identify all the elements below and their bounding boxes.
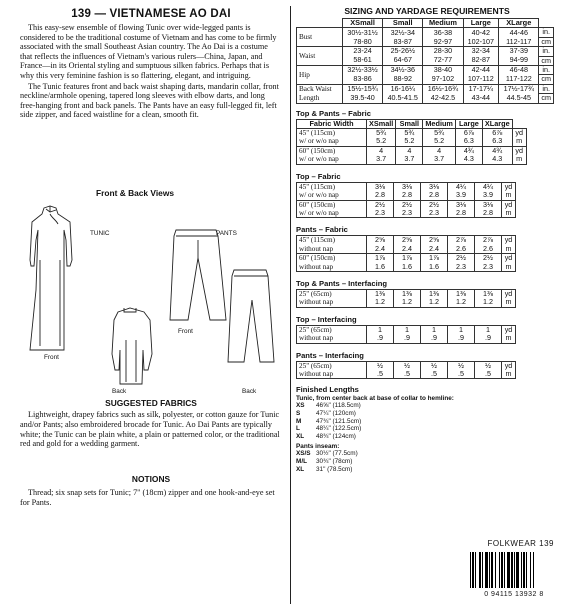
yardage-m-cell: 5.2: [423, 137, 456, 146]
sizing-yardage-panel: [296, 6, 558, 473]
yardage-row-m: [297, 263, 516, 272]
tunic-length-subheading: Tunic, from center back at base of collar to hemline:: [296, 395, 454, 403]
yardage-table: [296, 289, 516, 308]
yardage-m-cell: 1.6: [367, 263, 394, 272]
unit-yd: yd: [502, 200, 516, 209]
yardage-yd-cell: 1⅜: [394, 289, 421, 298]
yardage-yd-cell: 2⅝: [394, 236, 421, 245]
yardage-m-cell: 3.9: [475, 191, 502, 200]
yardage-m-cell: 2.6: [475, 245, 502, 254]
yardage-heading: Top & Pants – Fabric: [296, 108, 371, 118]
pants-back-label: Back: [242, 388, 257, 395]
barcode-bar: [526, 552, 527, 588]
measurement-in-cell: 28-30: [423, 47, 463, 56]
yardage-yd-cell: 4: [396, 146, 423, 155]
yardage-yd-cell: 1⅜: [475, 289, 502, 298]
nap-cell: without nap: [297, 370, 367, 379]
yardage-m-cell: 3.7: [396, 155, 423, 164]
pants-inseam-list: [296, 450, 558, 473]
fabric-width-cell: 45" (115cm): [297, 182, 367, 191]
yardage-yd-cell: 3⅛: [421, 182, 448, 191]
yardage-yd-cell: 2½: [394, 200, 421, 209]
yardage-row-m: [297, 298, 516, 307]
measurement-in-cell: 40-42: [463, 28, 499, 37]
yardage-m-cell: 6.3: [455, 137, 482, 146]
pants-inseam-subheading: Pants inseam:: [296, 443, 340, 451]
yardage-m-cell: 1.6: [394, 263, 421, 272]
length-size: XS: [296, 402, 305, 410]
size-header: XLarge: [499, 19, 539, 28]
yardage-table: [296, 119, 527, 165]
size-header: Small: [383, 19, 423, 28]
yardage-m-cell: .9: [421, 334, 448, 343]
pattern-title: 139 — VIETNAMESE AO DAI: [71, 8, 231, 20]
barcode-bar: [485, 552, 488, 588]
pattern-description: [20, 8, 282, 507]
measurement-cm-cell: 82-87: [463, 56, 499, 65]
length-row: [296, 425, 558, 433]
views-heading: Front & Back Views: [95, 188, 175, 198]
yardage-m-cell: 2.4: [367, 245, 394, 254]
size-header: Medium: [423, 119, 456, 128]
length-size: S: [296, 409, 301, 417]
barcode: [466, 552, 562, 596]
measurement-cm-cell: 64-67: [383, 56, 423, 65]
yardage-yd-cell: 1⅞: [367, 254, 394, 263]
pants-front-label: Front: [178, 328, 193, 335]
fabric-width-cell: 45" (115cm): [297, 129, 367, 138]
barcode-number: 0 94115 13932 8: [466, 591, 562, 598]
unit-in: in.: [539, 28, 554, 37]
yardage-heading: Pants – Fabric: [296, 225, 348, 235]
measurement-label: Hip: [297, 66, 343, 85]
yardage-m-cell: 2.8: [367, 191, 394, 200]
yardage-row-m: [297, 191, 516, 200]
yardage-yd-cell: 6⅞: [482, 129, 512, 138]
yardage-m-cell: 2.3: [367, 209, 394, 218]
length-value: 31" (78.5cm): [316, 465, 353, 473]
unit-yd: yd: [502, 236, 516, 245]
corner-cell: [297, 19, 343, 28]
unit-in: in.: [539, 47, 554, 56]
fabrics-text: Lightweight, drapey fabrics such as silk, polyester, or cotton gauze for Tunic and/or Pants; also embroidered brocade for Tunic. Ao Dai Pants are typically white; the Tunic can be plain white, a plain or patterned color, or the traditional red and gold for a wedding garment.: [20, 410, 280, 449]
measurement-label: Waist: [297, 47, 343, 66]
length-value: 47¼" (120cm): [316, 409, 356, 417]
length-value: 47¾" (121.5cm): [316, 417, 362, 425]
length-value: 48¼" (122.5cm): [316, 425, 362, 433]
nap-cell: without nap: [297, 298, 367, 307]
yardage-m-cell: .5: [421, 370, 448, 379]
length-value: 46⅝" (118.5cm): [316, 402, 361, 410]
yardage-heading: Pants – Interfacing: [296, 350, 364, 360]
yardage-yd-cell: 5¾: [396, 129, 423, 138]
yardage-m-cell: .9: [448, 334, 475, 343]
yardage-m-cell: 5.2: [396, 137, 423, 146]
barcode-bar: [533, 552, 534, 588]
yardage-yd-cell: 3⅛: [394, 182, 421, 191]
barcode-bar: [523, 552, 525, 588]
yardage-m-cell: .5: [367, 370, 394, 379]
length-row: [296, 433, 558, 441]
length-size: L: [296, 425, 300, 433]
size-header: Small: [396, 119, 423, 128]
tunic-front-drawing: [30, 206, 72, 350]
unit-m: m: [502, 370, 516, 379]
fabric-width-cell: 25" (65cm): [297, 361, 367, 370]
measurement-cm-cell: 107-112: [463, 75, 499, 84]
barcode-bar: [514, 552, 515, 588]
finished-lengths: [296, 385, 558, 473]
unit-yd: yd: [502, 325, 516, 334]
yardage-yd-cell: 1⅜: [367, 289, 394, 298]
nap-cell: w/ or w/o nap: [297, 191, 367, 200]
size-header: Large: [463, 19, 499, 28]
yardage-table: [296, 182, 516, 219]
yardage-heading: Top – Interfacing: [296, 314, 357, 324]
yardage-yd-cell: ½: [421, 361, 448, 370]
yardage-m-cell: .9: [475, 334, 502, 343]
fabric-width-cell: 45" (115cm): [297, 236, 367, 245]
measurement-cm-cell: 117-122: [499, 75, 539, 84]
measurement-cm-cell: 39.5-40: [343, 94, 383, 103]
unit-m: m: [502, 263, 516, 272]
measurement-cm-cell: 43-44: [463, 94, 499, 103]
unit-yd: yd: [512, 146, 526, 155]
yardage-m-cell: 1.2: [475, 298, 502, 307]
yardage-m-cell: 2.6: [448, 245, 475, 254]
yardage-m-cell: .5: [475, 370, 502, 379]
unit-m: m: [502, 209, 516, 218]
unit-m: m: [512, 155, 526, 164]
yardage-yd-cell: 1: [394, 325, 421, 334]
nap-cell: w/ or w/o nap: [297, 209, 367, 218]
barcode-bar: [475, 552, 476, 588]
measurement-in-cell: 23-24: [343, 47, 383, 56]
yardage-m-cell: 2.8: [421, 191, 448, 200]
measurement-in-cell: 17½-17¾: [499, 84, 539, 93]
yardage-table: [296, 325, 516, 344]
unit-in: in.: [539, 66, 554, 75]
unit-yd: yd: [502, 254, 516, 263]
measurement-cm-cell: 88-92: [383, 75, 423, 84]
pants-front-drawing: [170, 230, 226, 320]
yardage-row-m: [297, 334, 516, 343]
yardage-yd-cell: 2⅝: [367, 236, 394, 245]
length-row: [296, 410, 558, 418]
tunic-back-label: Back: [112, 388, 127, 395]
yardage-yd-cell: 1⅞: [394, 254, 421, 263]
tunic-label: TUNIC: [90, 230, 110, 237]
nap-cell: without nap: [297, 334, 367, 343]
yardage-yd-cell: 1⅜: [421, 289, 448, 298]
measurement-cm-cell: 102-107: [463, 37, 499, 46]
tunic-front-label: Front: [44, 354, 59, 361]
fabric-width-cell: 60" (150cm): [297, 200, 367, 209]
fabric-width-cell: 25" (65cm): [297, 289, 367, 298]
length-size: XS/S: [296, 450, 311, 458]
yardage-yd-cell: 2⅝: [421, 236, 448, 245]
yardage-m-cell: .9: [367, 334, 394, 343]
yardage-row-m: [297, 209, 516, 218]
yardage-m-cell: 2.3: [394, 209, 421, 218]
measurement-in-cell: 36-38: [423, 28, 463, 37]
fabrics-heading: SUGGESTED FABRICS: [105, 398, 197, 408]
measurement-in-cell: 32½-33½: [343, 66, 383, 75]
barcode-bar: [482, 552, 483, 588]
measurement-row-in: [297, 28, 554, 37]
unit-yd: yd: [512, 129, 526, 138]
measurement-cm-cell: 83-86: [343, 75, 383, 84]
yardage-yd-cell: 2½: [421, 200, 448, 209]
barcode-bar: [499, 552, 500, 588]
fabric-width-cell: 25" (65cm): [297, 325, 367, 334]
nap-cell: w/ or w/o nap: [297, 137, 367, 146]
measurement-in-cell: 15½-15¾: [343, 84, 383, 93]
measurement-in-cell: 25-26½: [383, 47, 423, 56]
yardage-m-cell: 2.8: [475, 209, 502, 218]
yardage-yd-cell: 1⅜: [448, 289, 475, 298]
length-row: [296, 466, 558, 474]
yardage-m-cell: .5: [394, 370, 421, 379]
measurement-cm-cell: 112-117: [499, 37, 539, 46]
yardage-table: [296, 361, 516, 380]
unit-cm: cm: [539, 94, 554, 103]
yardage-yd-cell: 2½: [367, 200, 394, 209]
yardage-m-cell: 2.8: [448, 209, 475, 218]
unit-cm: cm: [539, 56, 554, 65]
yardage-m-cell: 4.3: [482, 155, 512, 164]
yardage-m-cell: 3.7: [367, 155, 396, 164]
yardage-m-cell: 1.2: [421, 298, 448, 307]
yardage-m-cell: 2.3: [421, 209, 448, 218]
barcode-bar: [479, 552, 481, 588]
yardage-m-cell: 1.6: [421, 263, 448, 272]
measurement-cm-cell: 78-80: [343, 37, 383, 46]
yardage-m-cell: 2.3: [475, 263, 502, 272]
yardage-heading: Top & Pants – Interfacing: [296, 278, 387, 288]
details-paragraph: The Tunic features front and back waist shaping darts, mandarin collar, front neckline/armhole opening, tapered long sleeves with elbow darts, and long free-hanging front and back panels. The Pants have an easy full-legged fit, left side zipper, and faced waistline for a clean, smooth fit.: [20, 81, 279, 120]
barcode-bar: [470, 552, 471, 588]
yardage-m-cell: 2.4: [394, 245, 421, 254]
yardage-yd-cell: 4¾: [482, 146, 512, 155]
measurement-in-cell: 34½-36: [383, 66, 423, 75]
yardage-m-cell: 1.2: [394, 298, 421, 307]
unit-in: in.: [539, 84, 554, 93]
length-size: XL: [296, 465, 305, 473]
body-measurements-table: [296, 18, 554, 104]
yardage-yd-cell: 5¾: [423, 129, 456, 138]
garment-illustration: [20, 200, 282, 400]
barcode-bar: [504, 552, 505, 588]
measurement-in-cell: 42-44: [463, 66, 499, 75]
pants-back-drawing: [228, 270, 274, 362]
notions-text: Thread; six snap sets for Tunic; 7" (18cm) zipper and one hook-and-eye set for Pants.: [20, 488, 275, 507]
barcode-bar: [521, 552, 522, 588]
yardage-yd-cell: 1: [448, 325, 475, 334]
yardage-row-m: [297, 155, 527, 164]
unit-yd: yd: [502, 361, 516, 370]
fabric-width-header: Fabric Width: [297, 119, 367, 128]
measurement-in-cell: 37-39: [499, 47, 539, 56]
yardage-yd-cell: 1⅞: [421, 254, 448, 263]
yardage-m-cell: 4.3: [455, 155, 482, 164]
yardage-m-cell: 2.8: [394, 191, 421, 200]
unit-cm: cm: [539, 75, 554, 84]
yardage-yd-cell: 5¾: [367, 129, 396, 138]
measurement-cm-cell: 58-61: [343, 56, 383, 65]
yardage-yd-cell: 2½: [475, 254, 502, 263]
yardage-yd-cell: 2⅞: [475, 236, 502, 245]
yardage-yd-cell: 4¾: [455, 146, 482, 155]
yardage-yd-cell: 3⅛: [448, 200, 475, 209]
sizing-title: SIZING AND YARDAGE REQUIREMENTS: [344, 6, 510, 16]
measurement-cm-cell: 44.5-45: [499, 94, 539, 103]
yardage-yd-cell: 6⅞: [455, 129, 482, 138]
barcode-bar: [472, 552, 474, 588]
barcode-bar: [489, 552, 490, 588]
yardage-yd-cell: 2½: [448, 254, 475, 263]
barcode-bar: [516, 552, 519, 588]
measurement-in-cell: 32-34: [463, 47, 499, 56]
measurement-label: Back Waist Length: [297, 84, 343, 103]
yardage-yd-cell: 4: [423, 146, 456, 155]
measurement-in-cell: 16½-16¾: [423, 84, 463, 93]
barcode-bar: [507, 552, 510, 588]
yardage-m-cell: .5: [448, 370, 475, 379]
length-value: 30½" (77.5cm): [316, 450, 358, 458]
measurement-cm-cell: 97-102: [423, 75, 463, 84]
measurement-in-cell: 32½-34: [383, 28, 423, 37]
length-value: 30¾" (78cm): [316, 457, 353, 465]
yardage-m-cell: 3.7: [423, 155, 456, 164]
unit-cm: cm: [539, 37, 554, 46]
size-header: Large: [455, 119, 482, 128]
length-size: M/L: [296, 457, 308, 465]
yardage-yd-cell: 1: [367, 325, 394, 334]
fabric-width-cell: 60" (150cm): [297, 146, 367, 155]
nap-cell: without nap: [297, 263, 367, 272]
unit-m: m: [502, 245, 516, 254]
yardage-m-cell: 2.4: [421, 245, 448, 254]
measurement-cm-cell: 72-77: [423, 56, 463, 65]
unit-m: m: [512, 137, 526, 146]
yardage-yd-cell: 3⅛: [367, 182, 394, 191]
yardage-m-cell: 5.2: [367, 137, 396, 146]
yardage-yd-cell: 1: [421, 325, 448, 334]
yardage-yd-cell: ½: [448, 361, 475, 370]
unit-yd: yd: [502, 182, 516, 191]
yardage-row-m: [297, 370, 516, 379]
measurement-cm-cell: 94-99: [499, 56, 539, 65]
yardage-blocks: [296, 109, 558, 380]
yardage-m-cell: .9: [394, 334, 421, 343]
yardage-m-cell: 1.2: [367, 298, 394, 307]
tunic-length-list: [296, 402, 558, 440]
yardage-yd-cell: ½: [394, 361, 421, 370]
yardage-yd-cell: 3⅛: [475, 200, 502, 209]
yardage-m-cell: 1.2: [448, 298, 475, 307]
unit-yd: yd: [502, 289, 516, 298]
yardage-m-cell: 3.9: [448, 191, 475, 200]
finished-heading: Finished Lengths: [296, 385, 359, 395]
barcode-bar: [491, 552, 493, 588]
unit-m: m: [502, 334, 516, 343]
measurement-cm-cell: 92-97: [423, 37, 463, 46]
length-size: XL: [296, 432, 305, 440]
yardage-yd-cell: 2⅞: [448, 236, 475, 245]
length-row: [296, 402, 558, 410]
barcode-bars: [466, 552, 562, 596]
yardage-yd-cell: 1: [475, 325, 502, 334]
measurement-label: Bust: [297, 28, 343, 47]
size-header: Medium: [423, 19, 463, 28]
unit-m: m: [502, 191, 516, 200]
length-size: M: [296, 417, 302, 425]
yardage-m-cell: 2.3: [448, 263, 475, 272]
tunic-back-drawing: [112, 308, 152, 384]
intro-paragraph: This easy-sew ensemble of flowing Tunic over wide-legged pants is considered to be the traditional costume of Vietnam and has come to be firmly associated with the small Southeast Asian country. The Ao Dai is a costume that reflects the influences of Vietnam's various rulers—China, Japan, and France—in its Oriental styling and sumptuous silken fabrics. Perhaps that is why this very feminine fashion is so flattering, elegant, and intriguing.: [20, 23, 277, 80]
measurement-in-cell: 38-40: [423, 66, 463, 75]
yardage-yd-cell: 4: [367, 146, 396, 155]
measurement-in-cell: 46-48: [499, 66, 539, 75]
yardage-heading: Top – Fabric: [296, 171, 341, 181]
yardage-yd-cell: 4¼: [448, 182, 475, 191]
length-value: 48¾" (124cm): [316, 432, 356, 440]
column-divider: [290, 6, 291, 604]
brand-label: FOLKWEAR 139: [487, 539, 554, 548]
nap-cell: without nap: [297, 245, 367, 254]
notions-heading: NOTIONS: [131, 474, 171, 484]
measurement-cm-cell: 40.5-41.5: [383, 94, 423, 103]
measurement-in-cell: 44-46: [499, 28, 539, 37]
barcode-bar: [495, 552, 496, 588]
size-header: XLarge: [482, 119, 512, 128]
yardage-yd-cell: ½: [367, 361, 394, 370]
pants-label: PANTS: [216, 230, 237, 237]
length-row: [296, 458, 558, 466]
length-row: [296, 450, 558, 458]
size-header: XSmall: [367, 119, 396, 128]
measurement-in-cell: 17-17¼: [463, 84, 499, 93]
barcode-bar: [511, 552, 513, 588]
yardage-yd-cell: 4¼: [475, 182, 502, 191]
yardage-table: [296, 235, 516, 272]
yardage-yd-cell: ½: [475, 361, 502, 370]
barcode-bar: [530, 552, 531, 588]
measurement-in-cell: 16-16¼: [383, 84, 423, 93]
yardage-m-cell: 6.3: [482, 137, 512, 146]
size-header: XSmall: [343, 19, 383, 28]
length-row: [296, 418, 558, 426]
nap-cell: w/ or w/o nap: [297, 155, 367, 164]
measurement-cm-cell: 42-42.5: [423, 94, 463, 103]
barcode-bar: [501, 552, 503, 588]
fabric-width-cell: 60" (150cm): [297, 254, 367, 263]
measurement-cm-cell: 83-87: [383, 37, 423, 46]
unit-m: m: [502, 298, 516, 307]
measurement-in-cell: 30½-31½: [343, 28, 383, 37]
